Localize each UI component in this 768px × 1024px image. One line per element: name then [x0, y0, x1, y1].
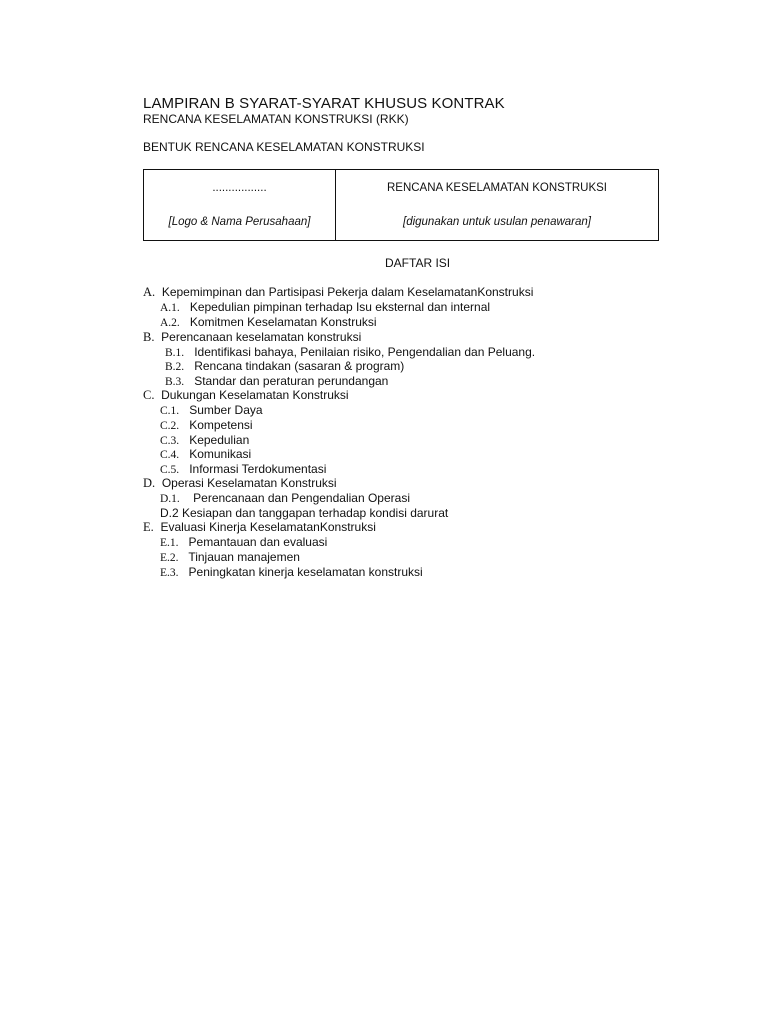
logo-placeholder-dots: .................: [212, 182, 267, 194]
toc-item-d: D. Operasi Keselamatan Konstruksi: [143, 476, 337, 490]
toc-item-b: B. Perencanaan keselamatan konstruksi: [143, 330, 362, 344]
toc-item-e3: E.3. Peningkatan kinerja keselamatan konstruksi: [160, 565, 423, 579]
toc-item-c: C. Dukungan Keselamatan Konstruksi: [143, 388, 349, 402]
header-box: [143, 169, 659, 241]
toc-item-c4: C.4. Komunikasi: [160, 447, 252, 461]
toc-item-a1: A.1. Kepedulian pimpinan terhadap Isu eksternal dan internal: [160, 300, 491, 314]
toc-title: DAFTAR ISI: [385, 256, 451, 270]
toc-item-c3: C.3. Kepedulian: [160, 433, 250, 447]
toc-item-e1: E.1. Pemantauan dan evaluasi: [160, 535, 328, 549]
toc-item-e2: E.2. Tinjauan manajemen: [160, 550, 300, 564]
toc-item-d1: D.1. Perencanaan dan Pengendalian Operasi: [160, 491, 410, 505]
toc-item-a: A. Kepemimpinan dan Partisipasi Pekerja dalam KeselamatanKonstruksi: [143, 285, 534, 299]
form-title: BENTUK RENCANA KESELAMATAN KONSTRUKSI: [143, 140, 425, 154]
rkk-box-title: RENCANA KESELAMATAN KONSTRUKSI: [386, 182, 608, 194]
toc-item-b1: B.1. Identifikasi bahaya, Penilaian risiko, Pengendalian dan Peluang.: [165, 345, 536, 359]
toc-item-d2: D.2 Kesiapan dan tanggapan terhadap kondisi darurat: [160, 506, 449, 520]
toc-item-b2: B.2. Rencana tindakan (sasaran & program): [165, 359, 405, 373]
logo-company-label: [Logo & Nama Perusahaan]: [168, 216, 311, 228]
document-title: LAMPIRAN B SYARAT-SYARAT KHUSUS KONTRAK: [143, 95, 505, 112]
toc-item-a2: A.2. Komitmen Keselamatan Konstruksi: [160, 315, 377, 329]
toc-item-c5: C.5. Informasi Terdokumentasi: [160, 462, 327, 476]
document-subtitle: RENCANA KESELAMATAN KONSTRUKSI (RKK): [143, 112, 409, 126]
toc-item-b3: B.3. Standar dan peraturan perundangan: [165, 374, 389, 388]
box-divider: [335, 170, 336, 240]
rkk-box-usage-label: [digunakan untuk usulan penawaran]: [403, 216, 591, 228]
toc-item-c1: C.1. Sumber Daya: [160, 403, 263, 417]
toc-item-c2: C.2. Kompetensi: [160, 418, 253, 432]
toc-item-e: E. Evaluasi Kinerja KeselamatanKonstruksi: [143, 520, 376, 534]
